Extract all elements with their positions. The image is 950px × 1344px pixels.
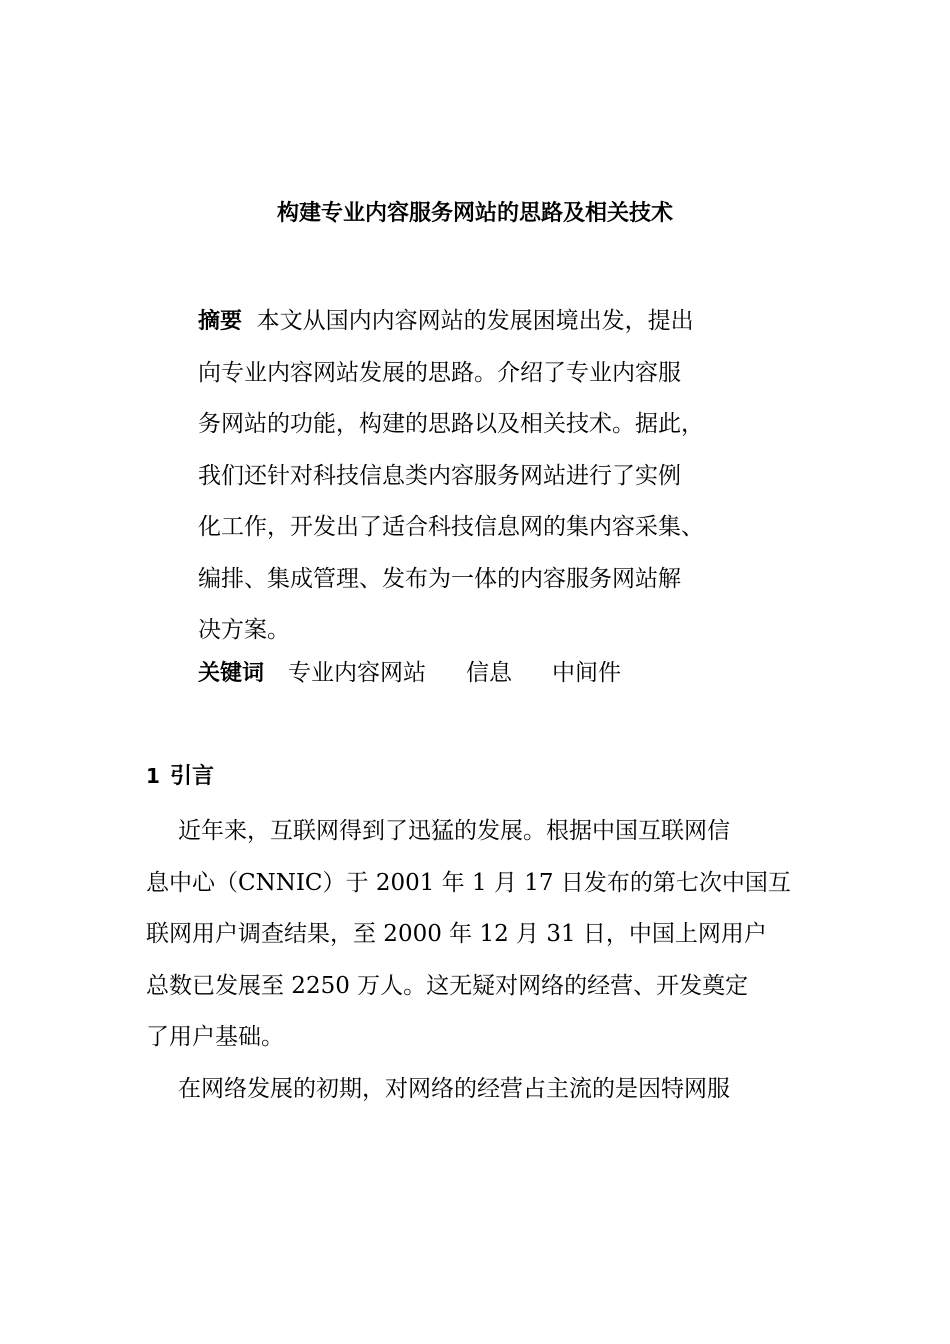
abstract-line: 我们还针对科技信息类内容服务网站进行了实例 (198, 462, 681, 489)
section-heading (146, 756, 214, 797)
abstract-line: 务网站的功能，构建的思路以及相关技术。据此， (198, 411, 704, 437)
keyword-item: 中间件 (552, 660, 622, 686)
body-line: 息中心（CNNIC）于 2001 年 1 月 17 日发布的第七次中国互 (146, 869, 791, 896)
abstract-block (198, 296, 778, 657)
abstract-line: 决方案。 (198, 617, 290, 643)
section-body (146, 806, 826, 1115)
body-line: 了用户基础。 (146, 1024, 284, 1050)
abstract-line: 编排、集成管理、发布为一体的内容服务网站解 (198, 565, 681, 592)
body-line: 在网络发展的初期，对网络的经营占主流的是因特网服 (178, 1075, 730, 1102)
keywords-label: 关键词 (198, 661, 265, 686)
keyword-item: 信息 (466, 660, 513, 686)
body-line: 总数已发展至 2250 万人。这无疑对网络的经营、开发奠定 (146, 972, 749, 999)
body-line: 联网用户调查结果，至 2000 年 12 月 31 日，中国上网用户 (146, 921, 767, 947)
section-title: 引言 (170, 764, 215, 789)
section-number: 1 (146, 764, 160, 788)
abstract-label: 摘要 (198, 309, 243, 334)
keyword-item: 专业内容网站 (288, 660, 427, 686)
abstract-line: 向专业内容网站发展的思路。介绍了专业内容服 (198, 359, 681, 386)
document-title: 构建专业内容服务网站的思路及相关技术 (276, 201, 673, 226)
body-line: 近年来，互联网得到了迅猛的发展。根据中国互联网信 (178, 818, 730, 844)
keywords-line (198, 648, 621, 700)
abstract-text: 本文从国内内容网站的发展困境出发，提出 (256, 308, 694, 334)
abstract-line (198, 296, 778, 348)
abstract-line: 化工作，开发出了适合科技信息网的集内容采集、 (198, 514, 704, 540)
